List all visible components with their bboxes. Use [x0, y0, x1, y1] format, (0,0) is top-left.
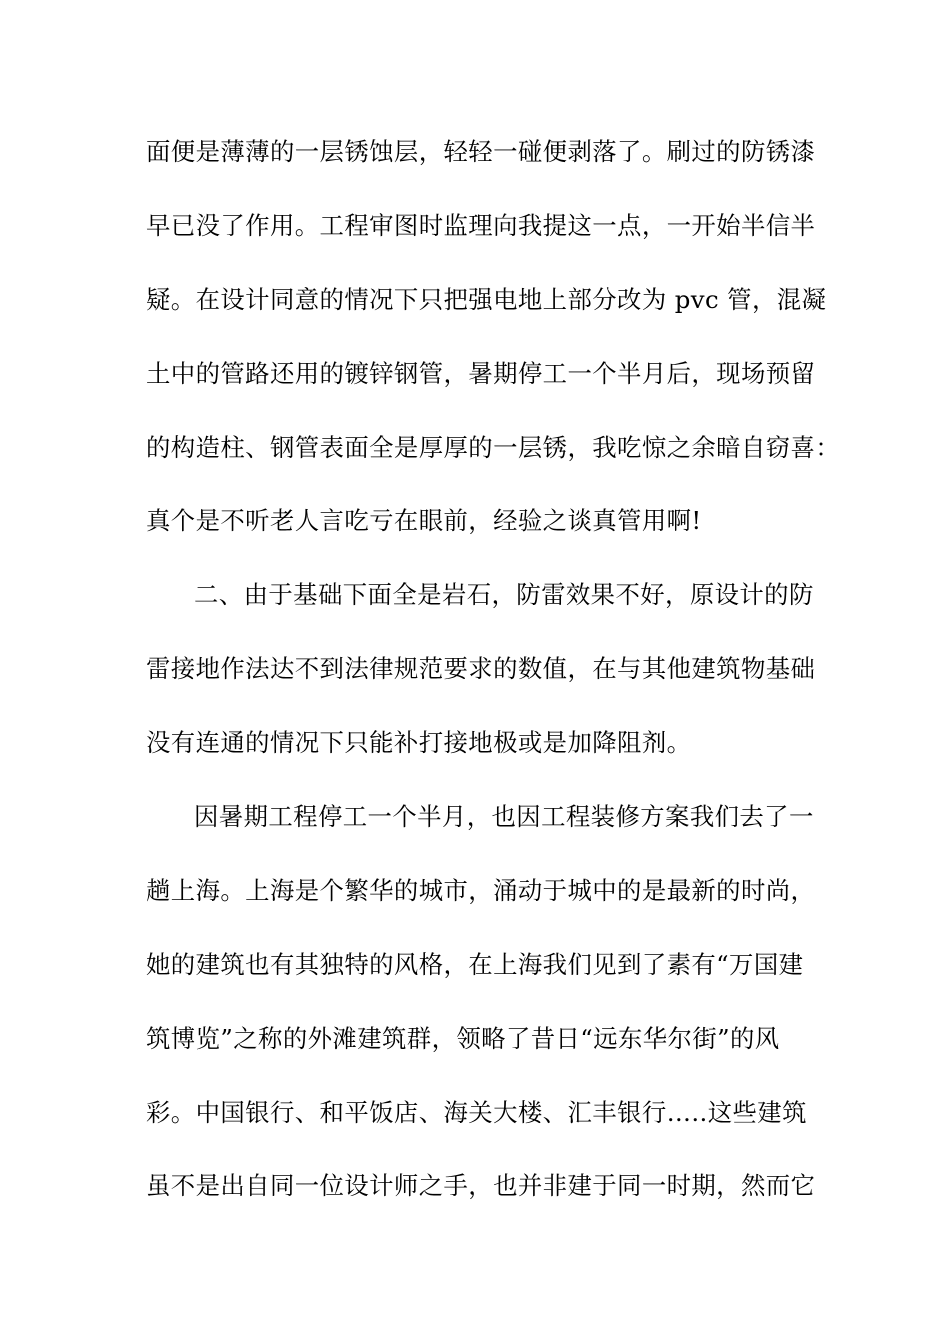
text-line-5: 的构造柱、钢管表面全是厚厚的一层锈，我吃惊之余暗自窃喜： — [146, 432, 841, 462]
text-line-4: 土中的管路还用的镀锌钢管，暑期停工一个半月后，现场预留 — [146, 358, 816, 388]
text-line-11: 趟上海。上海是个繁华的城市，涌动于城中的是最新的时尚， — [146, 875, 816, 905]
text-line-1: 面便是薄薄的一层锈蚀层，轻轻一碰便剥落了。刷过的防锈漆 — [146, 137, 816, 166]
text-line-3: 疑。在设计同意的情况下只把强电地上部分改为 pvc 管，混凝 — [146, 284, 827, 314]
text-line-14: 彩。中国银行、和平饭店、海关大楼、汇丰银行…..这些建筑 — [146, 1097, 807, 1127]
text-line-10: 因暑期工程停工一个半月，也因工程装修方案我们去了一 — [194, 802, 814, 832]
text-line-9: 没有连通的情况下只能补打接地极或是加降阻剂。 — [146, 728, 692, 758]
text-line-2: 早已没了作用。工程审图时监理向我提这一点，一开始半信半 — [146, 210, 816, 240]
text-line-13: 筑博览”之称的外滩建筑群，领略了昔日“远东华尔街”的风 — [146, 1023, 780, 1053]
text-line-7: 二、由于基础下面全是岩石，防雷效果不好，原设计的防 — [194, 580, 814, 610]
text-line-15: 虽不是出自同一位设计师之手，也并非建于同一时期，然而它 — [146, 1171, 816, 1201]
text-line-8: 雷接地作法达不到法律规范要求的数值，在与其他建筑物基础 — [146, 654, 816, 684]
text-line-6: 真个是不听老人言吃亏在眼前，经验之谈真管用啊! — [146, 506, 702, 536]
text-line-12: 她的建筑也有其独特的风格，在上海我们见到了素有“万国建 — [146, 949, 804, 979]
body-text — [146, 126, 841, 1234]
